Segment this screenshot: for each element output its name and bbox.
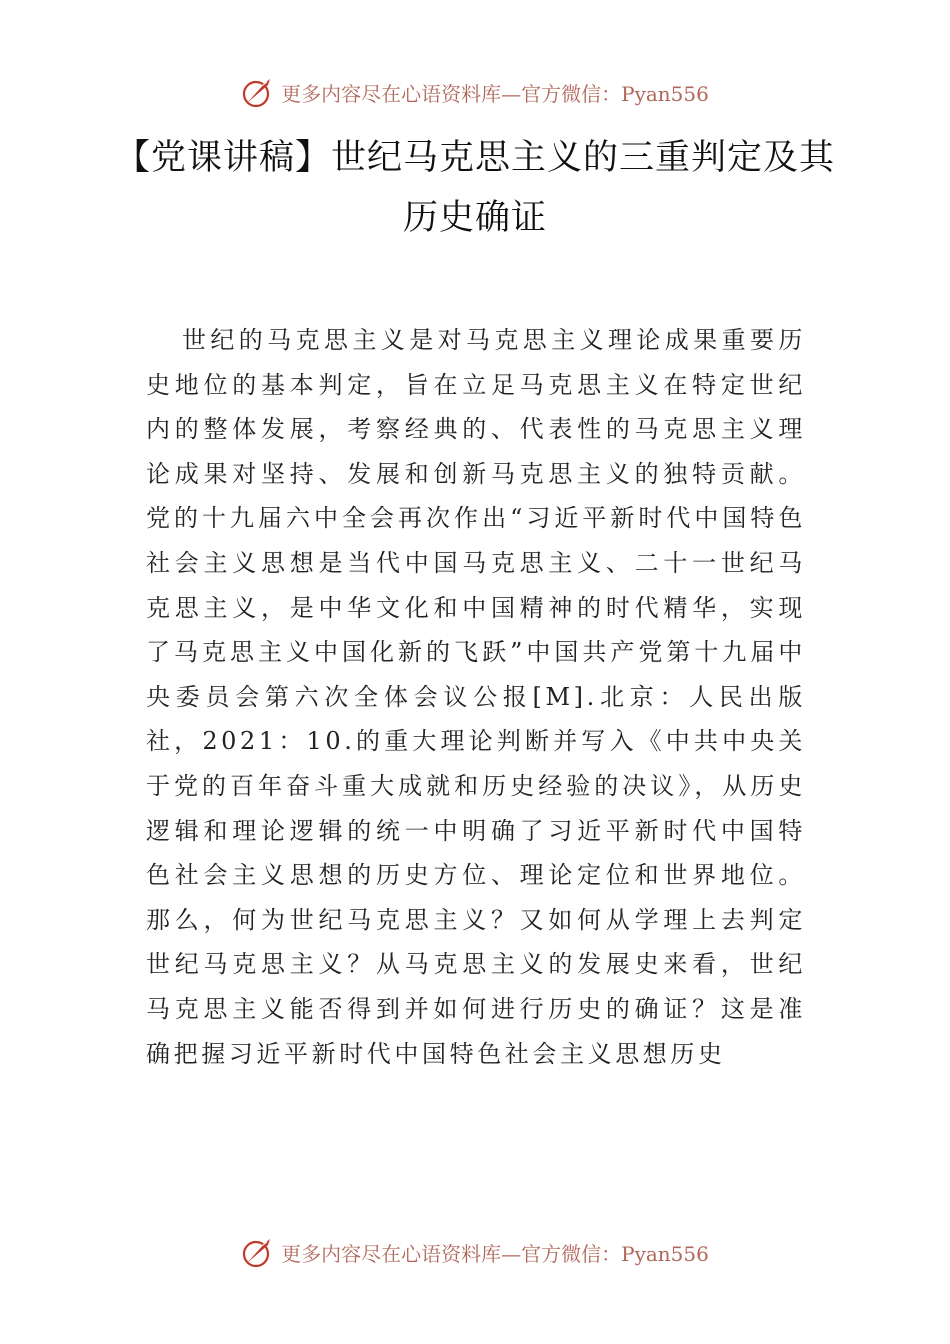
title-line-1: 【党课讲稿】世纪马克思主义的三重判定及其 xyxy=(114,138,835,178)
quill-pen-logo-icon xyxy=(241,1235,275,1269)
footer-banner xyxy=(0,1232,950,1272)
quill-pen-logo-icon xyxy=(241,75,275,109)
body-paragraph: 世纪的马克思主义是对马克思主义理论成果重要历史地位的基本判定，旨在立足马克思主义在特定世纪内的整体发展，考察经典的、代表性的马克思主义理论成果对坚持、发展和创新马克思主义的独特贡献。党的十九届六中全会再次作出“习近平新时代中国特色社会主义思想是当代中国马克思主义、二十一世纪马克思主义，是中华文化和中国精神的时代精华，实现了马克思主义中国化新的飞跃”中国共产党第十九届中央委员会第六次全体会议公报[M].北京：人民出版社，2021：10.的重大理论判断并写入《中共中央关于党的百年奋斗重大成就和历史经验的决议》，从历史逻辑和理论逻辑的统一中明确了习近平新时代中国特色社会主义思想的历史方位、理论定位和世界地位。那么，何为世纪马克思主义？又如何从学理上去判定世纪马克思主义？从马克思主义的发展史来看，世纪马克思主义能否得到并如何进行历史的确证？这是准确把握习近平新时代中国特色社会主义思想历史 xyxy=(146,326,806,1068)
header-banner xyxy=(0,72,950,112)
title-line-2: 历史确证 xyxy=(402,198,547,238)
document-title xyxy=(100,128,850,248)
footer-banner-text: 更多内容尽在心语资料库—官方微信：Pyan556 xyxy=(281,1241,709,1266)
header-banner-text: 更多内容尽在心语资料库—官方微信：Pyan556 xyxy=(281,81,709,106)
